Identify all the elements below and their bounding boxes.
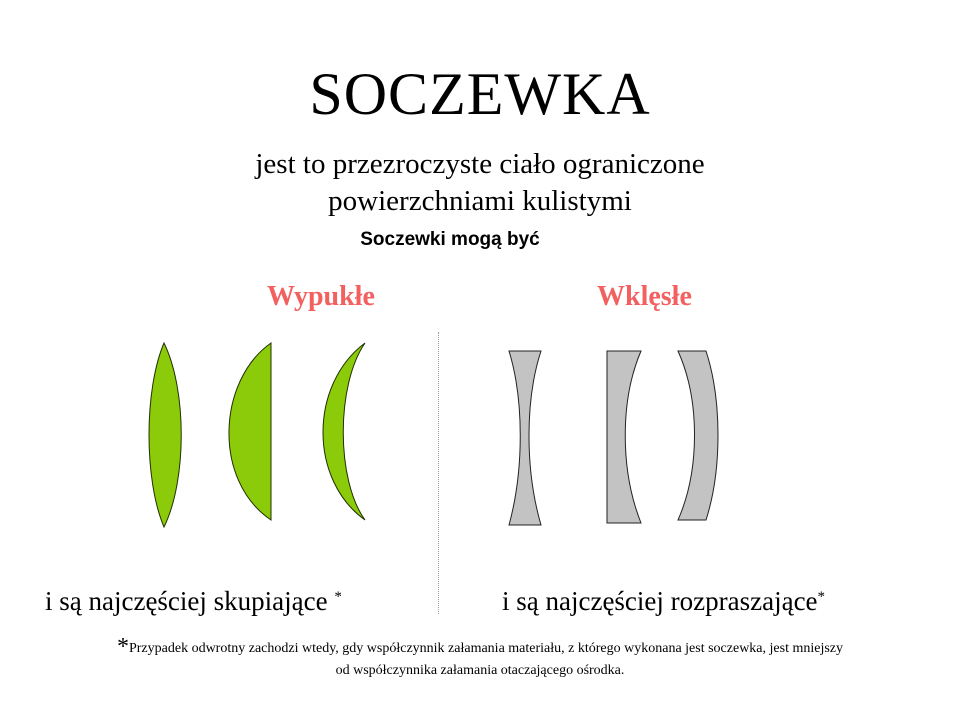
convex-caption [45,584,342,618]
footnote-line-1-text: Przypadek odwrotny zachodzi wtedy, gdy współczynnik załamania materiału, z którego wykonana jest soczewka, jest mniejszy [128,641,844,656]
convex-caption-asterisk: * [334,589,342,605]
footnote-line-1 [40,636,920,660]
convex-meniscus-lens [323,343,365,520]
concave-caption-asterisk: * [817,589,826,605]
concave-caption [502,584,825,618]
convex-heading: Wypukłe [267,281,375,312]
concave-caption-text: i są najczęściej rozpraszające [502,586,818,616]
footnote-asterisk: * [116,634,129,660]
definition-line-2: powierzchniami kulistymi [328,185,632,217]
biconcave-lens [509,351,541,525]
concave-meniscus-lens [678,351,718,520]
subtitle: Soczewki mogą być [360,229,540,250]
definition-line-1: jest to przezroczyste ciało ograniczone [255,148,705,180]
footnote [40,636,920,682]
plano-concave-lens [607,351,641,523]
biconvex-lens [149,343,181,527]
plano-convex-lens [229,343,271,520]
slide-title: SOCZEWKA [309,61,651,127]
concave-heading: Wklęsłe [597,281,692,312]
footnote-line-2: od współczynnika załamania otaczającego ośrodka. [335,663,625,678]
convex-caption-text: i są najczęściej skupiające [45,586,328,616]
concave-lenses [509,351,718,525]
convex-lenses [149,343,365,527]
